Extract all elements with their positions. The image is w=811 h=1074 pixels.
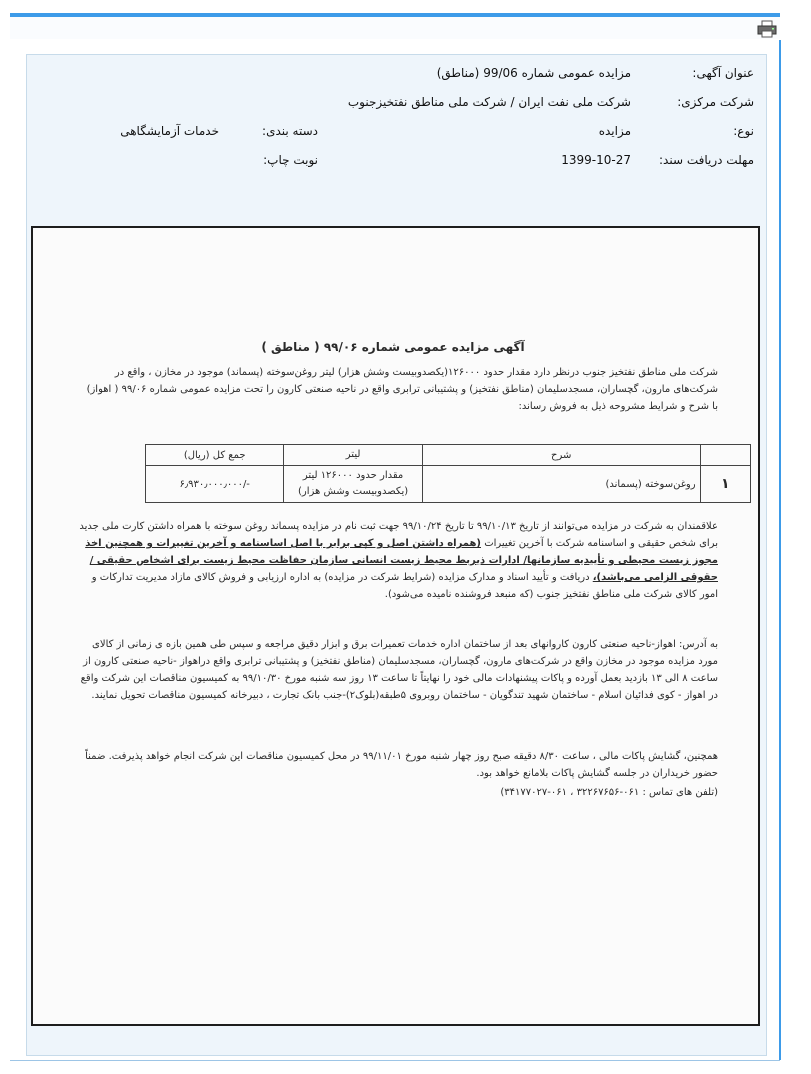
row-quantity: مقدار حدود ۱۲۶۰۰۰ لیتر (یکصدوبیست وشش هزار) xyxy=(284,466,422,503)
address-paragraph: به آدرس: اهواز-ناحیه صنعتی کارون کاروانهای بعد از ساختمان اداره خدمات تعمیرات برق و ابزار دقیق مراجعه و سپس طی همین بازه ی زمانی از کالای مورد مزایده موجود در مخازن واقع در شرکت‌های مارون، گچساران، مسجدسلیمان (مناطق نفتخیز) و پشتیبانی ترابری واقع دراهواز -ناحیه صنعتی کارون از ساعت ۸ الی ۱۳ بازدید بعمل آورده و پاکات پیشنهادات مالی خود را نهایتاً تا ساعت ۱۳ روز سه شنبه مورخ ۹۹/۱۰/۳۰ به کمیسیون مناقصات این شرکت واقع در اهواز - کوی فدائیان اسلام - ساختمان شهید تندگویان - ساختمان روبروی ۵طبقه(بلوک۲)-جنب بانک تجارت ، دبیرخانه کمیسیون مناقصات تحویل نمایند. xyxy=(80,639,718,701)
registration-text: علاقمندان به شرکت در مزایده می‌توانند از تاریخ ۹۹/۱۰/۱۳ تا تاریخ ۹۹/۱۰/۲۴ جهت ثبت نام در مزایده پسماند روغن سوخته با همراه داشتن کارت ملی جدید برای شخص حقیقی و اساسنامه شرکت با آخرین تغییرات xyxy=(79,521,718,549)
type-label: نوع: xyxy=(733,124,754,138)
type-value: مزایده xyxy=(598,124,631,138)
table-header-num xyxy=(700,445,750,466)
right-border xyxy=(779,40,781,1060)
company-value: شرکت ملی نفت ایران / شرکت ملی مناطق نفتخیزجنوب xyxy=(347,95,631,109)
row-description: روغن‌سوخته (پسماند) xyxy=(422,466,700,503)
registration-end: دریافت و تأیید اسناد و مدارک مزایده (شرایط شرکت در مزایده) به اداره ارزیابی و فروش کالای مازاد مدیریت تدارکات و امور کالای شرکت ملی مناطق نفتخیز جنوب (که منبعد فروشنده نامیده می‌شود). xyxy=(91,572,718,600)
category-label: دسته بندی: xyxy=(262,124,318,138)
print-round-label: نوبت چاپ: xyxy=(263,153,318,167)
title-value: مزایده عمومی شماره 99/06 (مناطق) xyxy=(436,66,631,80)
contact-phones: (تلفن های تماس : ۰۶۱-۳۲۲۶۷۶۵۶ ، ۰۶۱-۳۴۱۷۷۰۲۷) xyxy=(500,787,718,798)
table-header-total: جمع کل (ریال) xyxy=(146,445,284,466)
title-label: عنوان آگهی: xyxy=(692,66,754,80)
row-number: ۱ xyxy=(700,466,750,503)
row-total: -/۶٫۹۳۰٫۰۰۰٫۰۰۰ xyxy=(146,466,284,503)
registration-requirements: (همراه داشتن اصل و کپی برابر با اصل اساسنامه و آخرین تغییرات و همچنین اخذ مجوز زیست محیطی و تأییدیه سازمانها/ ادارات ذیربط محیط زیست انسانی سازمان حفاظت محیط زیست برای اشخاص حقیقی /حقوقی الزامی می‌باشد)، xyxy=(85,538,718,583)
items-table xyxy=(145,444,751,503)
toolbar xyxy=(10,17,780,39)
deadline-value: 1399-10-27 xyxy=(561,153,631,167)
category-value: خدمات آزمایشگاهی xyxy=(120,124,219,138)
document-intro: شرکت ملی مناطق نفتخیز جنوب درنظر دارد مقدار حدود ۱۲۶۰۰۰(یکصدوبیست وشش هزار) لیتر روغن‌سوخته (پسماند) موجود در مخازن ، واقع در شرکت‌های مارون، گچساران، مسجدسلیمان (مناطق نفتخیز) و پشتیبانی ترابری واقع در ناحیه صنعتی کارون را تحت مزایده عمومی شماره ۹۹/۰۶ ( اهواز) با شرح و شرایط مشروحه ذیل به فروش رساند: xyxy=(86,367,718,412)
document-title: آگهی مزایده عمومی شماره ۹۹/۰۶ ( مناطق ) xyxy=(261,340,525,354)
bottom-border xyxy=(10,1060,780,1061)
registration-paragraph xyxy=(78,518,718,603)
table-header-qty: لیتر xyxy=(284,445,422,466)
company-label: شرکت مرکزی: xyxy=(677,95,754,109)
deadline-label: مهلت دریافت سند: xyxy=(658,153,754,167)
scanned-notice-document xyxy=(31,226,760,1026)
opening-paragraph: همچنین، گشایش پاکات مالی ، ساعت ۸/۳۰ دقیقه صبح روز چهار شنبه مورخ ۹۹/۱۱/۰۱ در محل کمیسیون مناقصات این شرکت انجام خواهد پذیرفت. ضمناً حضور خریداران در جلسه گشایش پاکات بلامانع خواهد بود. xyxy=(85,751,718,779)
table-header-desc: شرح xyxy=(422,445,700,466)
printer-icon[interactable] xyxy=(757,20,777,38)
table-row xyxy=(146,466,751,503)
table-header-row xyxy=(146,445,751,466)
